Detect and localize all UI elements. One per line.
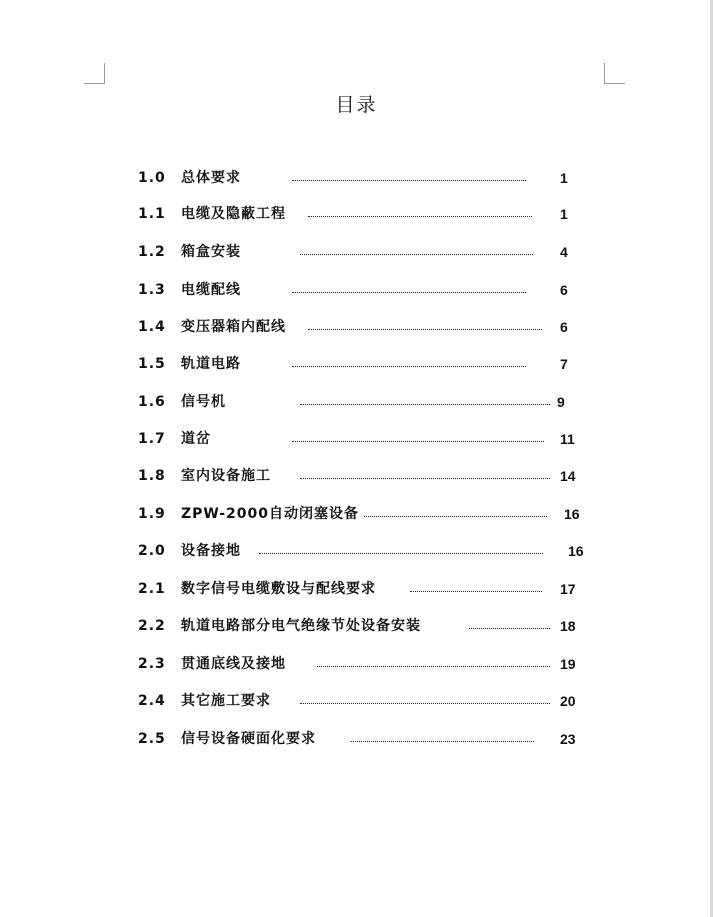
toc-entry-title: 轨道电路部分电气绝缘节处设备安装 xyxy=(181,618,421,634)
toc-entry-title: 电缆配线 xyxy=(181,282,241,298)
toc-entry-title: 室内设备施工 xyxy=(181,468,271,484)
toc-entry[interactable] xyxy=(0,466,713,486)
toc-entry-title: 数字信号电缆敷设与配线要求 xyxy=(181,581,376,597)
toc-entry-page: 16 xyxy=(564,506,580,522)
toc-entry[interactable] xyxy=(0,168,713,188)
toc-entry-page: 19 xyxy=(560,656,576,672)
toc-entry-page: 1 xyxy=(560,206,568,222)
toc-entry[interactable] xyxy=(0,616,713,636)
toc-entry-title: 信号设备硬面化要求 xyxy=(181,731,316,747)
toc-entry-page: 14 xyxy=(560,468,576,484)
toc-entry-number: 2.3 xyxy=(138,656,166,672)
toc-entry-page: 11 xyxy=(560,431,575,447)
toc-leader-dots xyxy=(351,741,534,742)
toc-entry-title: 贯通底线及接地 xyxy=(181,656,286,672)
toc-entry-page: 1 xyxy=(560,170,568,186)
toc-entry-page: 4 xyxy=(560,244,568,260)
toc-entry[interactable] xyxy=(0,280,713,300)
toc-entry-title: 轨道电路 xyxy=(181,356,241,372)
toc-entry-page: 9 xyxy=(557,394,565,410)
toc-entry-page: 17 xyxy=(560,581,576,597)
toc-entry-title: 箱盒安装 xyxy=(181,244,241,260)
toc-entry-title: 电缆及隐蔽工程 xyxy=(181,206,286,222)
toc-entry[interactable] xyxy=(0,691,713,711)
toc-entry[interactable] xyxy=(0,242,713,262)
toc-entry-title: ZPW-2000自动闭塞设备 xyxy=(181,506,360,522)
toc-leader-dots xyxy=(292,292,526,293)
toc-leader-dots xyxy=(292,366,526,367)
toc-entry[interactable] xyxy=(0,504,713,524)
toc-leader-dots xyxy=(410,591,542,592)
toc-leader-dots xyxy=(300,478,550,479)
toc-entry-number: 2.4 xyxy=(138,693,166,709)
toc-leader-dots xyxy=(300,404,550,405)
toc-entry[interactable] xyxy=(0,579,713,599)
toc-leader-dots xyxy=(308,216,532,217)
margin-corner-mark-right xyxy=(604,63,625,84)
toc-leader-dots xyxy=(292,441,544,442)
toc-entry-title: 总体要求 xyxy=(181,170,241,186)
toc-title: 目录 xyxy=(335,94,378,116)
toc-leader-dots xyxy=(300,254,533,255)
toc-entry-page: 6 xyxy=(560,319,568,335)
toc-entry[interactable] xyxy=(0,541,713,561)
toc-entry-title: 其它施工要求 xyxy=(181,693,271,709)
toc-entry-page: 7 xyxy=(560,356,568,372)
toc-entry-number: 1.4 xyxy=(138,319,166,335)
toc-entry-number: 1.8 xyxy=(138,468,166,484)
toc-leader-dots xyxy=(308,329,542,330)
toc-entry-page: 18 xyxy=(560,618,576,634)
toc-entry[interactable] xyxy=(0,729,713,749)
toc-entry-number: 1.9 xyxy=(138,506,166,522)
toc-leader-dots xyxy=(364,516,547,517)
toc-entry-number: 1.0 xyxy=(138,170,166,186)
toc-leader-dots xyxy=(469,628,550,629)
toc-entry-number: 1.6 xyxy=(138,394,166,410)
toc-entry-number: 2.0 xyxy=(138,543,166,559)
toc-leader-dots xyxy=(292,180,526,181)
toc-entry-number: 1.2 xyxy=(138,244,166,260)
toc-entry-title: 信号机 xyxy=(181,394,226,410)
toc-leader-dots xyxy=(259,553,543,554)
toc-entry[interactable] xyxy=(0,392,713,412)
toc-entry-number: 1.1 xyxy=(138,206,166,222)
toc-entry-number: 2.5 xyxy=(138,731,166,747)
toc-entry-page: 6 xyxy=(560,282,568,298)
toc-entry-title: 变压器箱内配线 xyxy=(181,319,286,335)
toc-entry[interactable] xyxy=(0,429,713,449)
toc-entry-page: 23 xyxy=(560,731,576,747)
toc-entry-number: 2.2 xyxy=(138,618,166,634)
toc-entry-number: 1.5 xyxy=(138,356,166,372)
toc-entry-title: 道岔 xyxy=(181,431,211,447)
toc-entry-page: 20 xyxy=(560,693,576,709)
toc-entry[interactable] xyxy=(0,354,713,374)
toc-entry[interactable] xyxy=(0,654,713,674)
toc-leader-dots xyxy=(317,666,550,667)
toc-entry-number: 2.1 xyxy=(138,581,166,597)
toc-entry[interactable] xyxy=(0,317,713,337)
toc-entry[interactable] xyxy=(0,204,713,224)
toc-entry-page: 16 xyxy=(568,543,584,559)
toc-leader-dots xyxy=(300,703,550,704)
toc-entry-title: 设备接地 xyxy=(181,543,241,559)
margin-corner-mark-left xyxy=(84,63,105,84)
toc-entry-number: 1.7 xyxy=(138,431,166,447)
toc-entry-number: 1.3 xyxy=(138,282,166,298)
